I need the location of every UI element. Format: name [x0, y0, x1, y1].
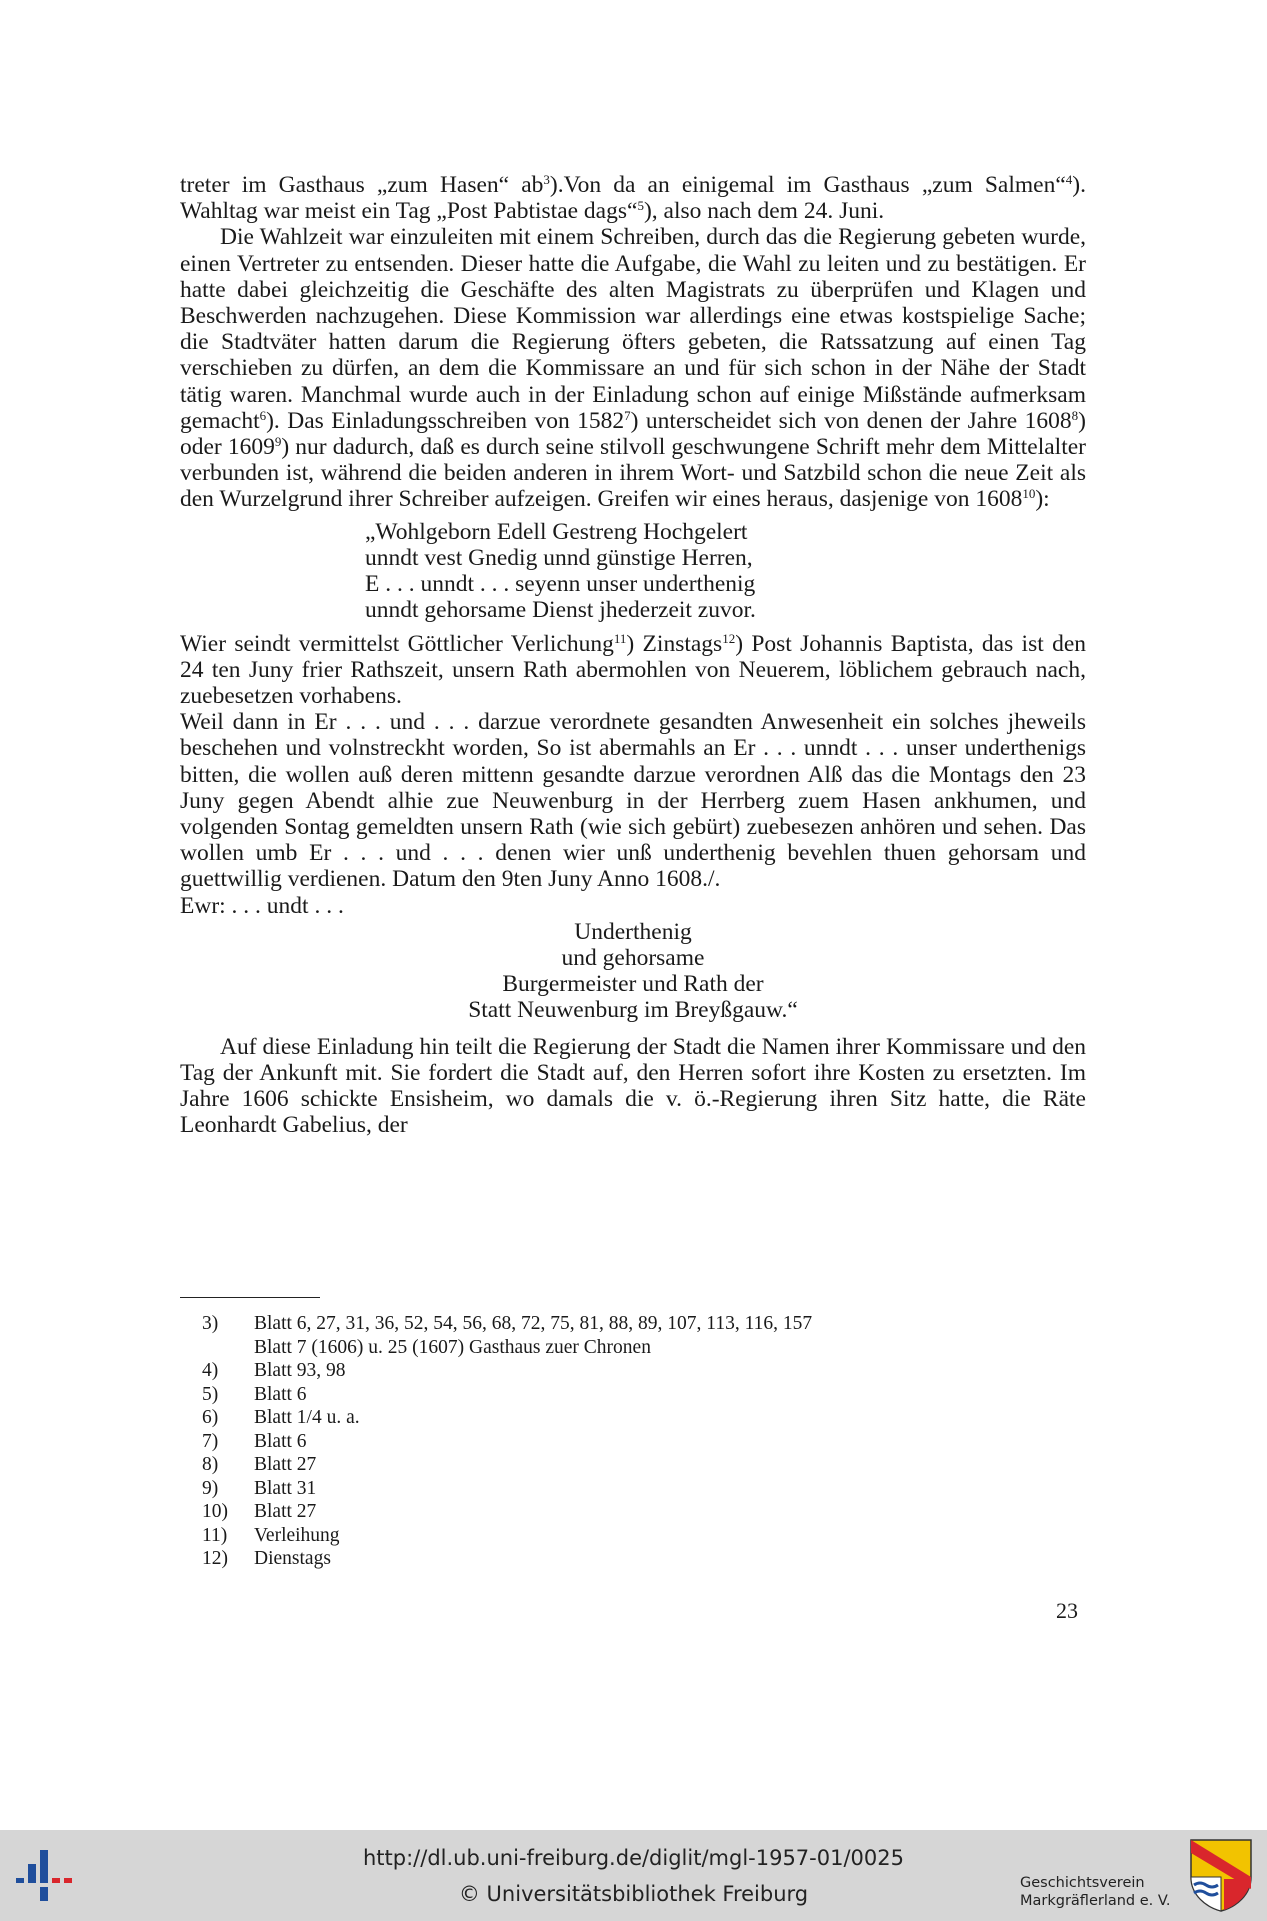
copyright-notice: © Universitätsbibliothek Freiburg [458, 1882, 809, 1906]
letter-salutation-quote [365, 519, 1086, 623]
signature-line: Burgermeister und Rath der [502, 971, 764, 998]
paragraph-6: Auf diese Einladung hin teilt die Regierung der Stadt die Namen ihrer Kommissare und den Tag der Ankunft mit. Sie fordert die Stadt auf, den Herren sofort ihre Kosten zu ersetzten. Im Jahre 1606 schickte Ensisheim, wo damals die v. ö.-Regierung ihren Sitz hatte, die Räte Leonhardt Gabelius, der [180, 1033, 1086, 1139]
footnote-item: 3) Blatt 6, 27, 31, 36, 52, 54, 56, 68, 72, 75, 81, 88, 89, 107, 113, 116, 157 [202, 1313, 813, 1334]
footnote-ref-7[interactable]: 7 [624, 407, 631, 423]
paragraph-3: Wier seindt vermittelst Göttlicher Verlichung$^{11}$) Zinstags$^{12}$) Post Johannis Baptista, das ist den 24 ten Juny frier Rathszeit, unsern Rath abermohlen von Neuerem, löblichem gebrauch nach, zuebesetzen vorhabens. [180, 630, 1087, 710]
quote-line: E . . . unndt . . . seyenn unser underthenig [365, 570, 756, 597]
footnote-item: 5) Blatt 6 [202, 1383, 307, 1405]
organization-name: Geschichtsverein Markgräflerland e. V. [1020, 1875, 1171, 1909]
markgraeflerland-crest-icon [1188, 1837, 1254, 1913]
paragraph-5: Ewr: . . . undt . . . [180, 892, 344, 919]
paragraph-2: Die Wahlzeit war einzuleiten mit einem Schreiben, durch das die Regierung gebeten wurde, einen Vertreter zu entsenden. Dieser hatte die Aufgabe, die Wahl zu leiten und zu bestätigen. Er hatte dabei gleichzeitig die Geschäfte des alten Magistrats zu überprüfen und Klagen und Beschwerden nachzugehen. Diese Kommission war allerdings eine etwas kostspielige Sache; die Stadtväter hatten darum die Regierung öfters gebeten, die Ratssatzung auf einen Tag verschieben zu dürfen, an dem die Kommissare an und für sich schon in der Nähe der Stadt tätig waren. Manchmal wurde auch in der Einladung schon auf einige Mißstände aufmerksam gemacht$^6$). Das Einladungsschreiben von 1582$^7$) unterscheidet sich von denen der Jahre 1608$^8$) oder 1609$^9$) nur dadurch, daß es durch seine stilvoll geschwungene Schrift mehr dem Mittelalter verbunden ist, während die beiden anderen in ihrem Wort- und Satzbild schon die neue Zeit als den Wurzelgrund ihrer Schreiber aufzeigen. Greifen wir eines heraus, dasjenige von 1608$^{10}$): [180, 224, 1086, 513]
quote-line: unndt vest Gnedig unnd günstige Herren, [365, 544, 753, 571]
footnote-ref-3[interactable]: 3 [543, 172, 550, 187]
footnote-item: 8) Blatt 27 [202, 1454, 317, 1475]
paragraph-4: Weil dann in Er . . . und . . . darzue verordnete gesandten Anwesenheit ein solches jheweils beschehen und volnstreckht worden, So ist abermahls an Er . . . unndt . . . unser underthenigs bitten, die wollen auß deren mittenn gesandte darzue verordnen Alß das die Montags den 23 Juny gegen Abendt alhie zue Neuwenburg in der Herrberg zuem Hasen ankhumen, und volgenden Sontag gemeldten unsern Rath (wie sich gebürt) zuebesezen anhören und sehen. Das wollen umb Er . . . und . . . denen wier unß underthenig bevehlen thuen gehorsam und guettwillig verdienen. Datum den 9ten Juny Anno 1608./. [180, 709, 1086, 893]
letter-signature [180, 919, 1086, 1024]
signature-line: und gehorsame [561, 945, 705, 972]
footnote-ref-9[interactable]: 9 [274, 434, 282, 450]
footnote-item: 7) Blatt 6 [202, 1430, 307, 1452]
footnote-item: 10) Blatt 27 [202, 1501, 317, 1522]
footnote-divider [180, 1297, 320, 1298]
footnotes [180, 1312, 1080, 1571]
viewer-footer-bar [0, 1830, 1267, 1921]
footnote-ref-11[interactable]: 11 [613, 630, 627, 646]
footnote-ref-12[interactable]: 12 [722, 630, 736, 646]
permalink-url[interactable]: http://dl.ub.uni-freiburg.de/diglit/mgl-1957-01/0025 [362, 1846, 904, 1870]
page-number: 23 [1056, 1598, 1078, 1623]
signature-line: Statt Neuwenburg im Breyßgauw.“ [468, 997, 798, 1024]
footnote-item: 12) Dienstags [202, 1548, 331, 1569]
quote-line: unndt gehorsame Dienst jhederzeit zuvor. [365, 596, 756, 623]
footnote-continuation: Blatt 7 (1606) u. 25 (1607) Gasthaus zuer Chronen [254, 1336, 651, 1358]
footnote-item: 11) Verleihung [202, 1524, 340, 1546]
footnote-ref-8[interactable]: 8 [1071, 407, 1079, 423]
footnote-item: 9) Blatt 31 [202, 1477, 317, 1499]
quote-line: „Wohlgeborn Edell Gestreng Hochgelert [365, 518, 748, 545]
paragraph-1: treter im Gasthaus „zum Hasen“ $ab^3).Von$ da an einigemal im Gasthaus „zum Salmen“$^4$). Wahltag war meist ein Tag „Post Pabtistae dags“$^5$), also nach dem 24. Juni. [180, 172, 1086, 225]
footnote-ref-5[interactable]: 5 [637, 198, 644, 214]
signature-line: Underthenig [574, 918, 692, 945]
footnote-ref-10[interactable]: 10 [1022, 486, 1036, 502]
body-text [180, 172, 1086, 1139]
footnote-item: 6) Blatt 1/4 u. a. [202, 1407, 360, 1428]
footnote-ref-4[interactable]: 4 [1065, 172, 1073, 187]
footnote-item: 4) Blatt 93, 98 [202, 1360, 346, 1381]
footnote-ref-6[interactable]: 6 [259, 407, 267, 423]
